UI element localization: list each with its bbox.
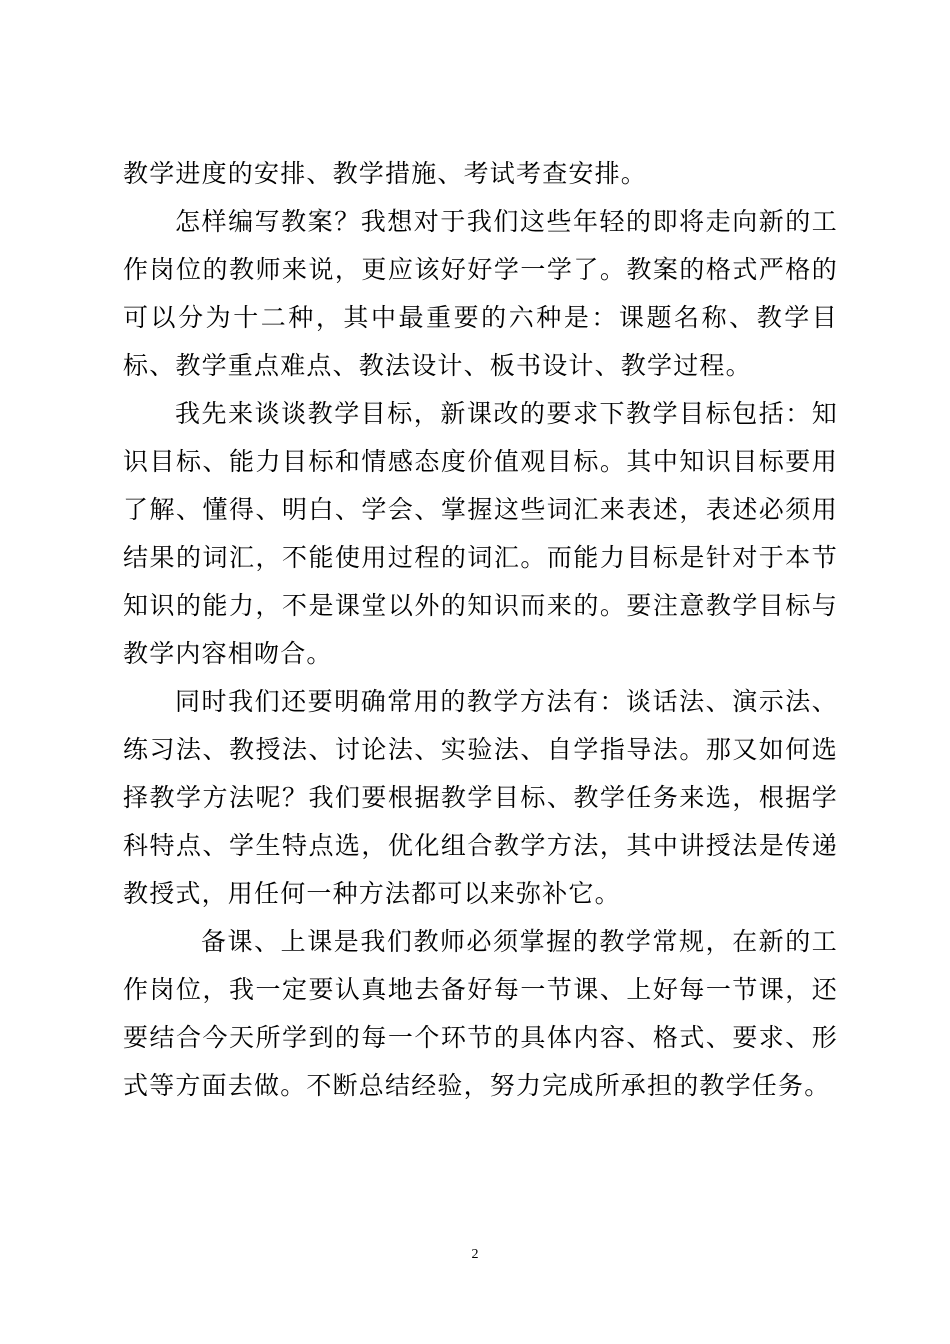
page-number: 2 xyxy=(471,1247,479,1262)
paragraph-teaching-methods: 同时我们还要明确常用的教学方法有：谈话法、演示法、练习法、教授法、讨论法、实验法、自学指导法。那又如何选择教学方法呢？我们要根据教学目标、教学任务来选，根据学科特点、学生特点选，优化组合教学方法，其中讲授法是传递教授式，用任何一种方法都可以来弥补它。 xyxy=(123,687,838,908)
paragraph-continuation: 教学进度的安排、教学措施、考试考查安排。 xyxy=(123,159,648,188)
paragraph-teaching-objectives: 我先来谈谈教学目标，新课改的要求下教学目标包括：知识目标、能力目标和情感态度价值观目标。其中知识目标要用了解、懂得、明白、学会、掌握这些词汇来表述，表述必须用结果的词汇，不能使用过程的词汇。而能力目标是针对于本节知识的能力，不是课堂以外的知识而来的。要注意教学目标与教学内容相吻合。 xyxy=(123,399,838,668)
paragraph-conclusion: 备课、上课是我们教师必须掌握的教学常规，在新的工作岗位，我一定要认真地去备好每一节课、上好每一节课，还要结合今天所学到的每一个环节的具体内容、格式、要求、形式等方面去做。不断总结经验，努力完成所承担的教学任务。 xyxy=(123,927,838,1100)
body-text xyxy=(123,150,838,1110)
paragraph-lesson-plan-format: 怎样编写教案？我想对于我们这些年轻的即将走向新的工作岗位的教师来说，更应该好好学一学了。教案的格式严格的可以分为十二种，其中最重要的六种是：课题名称、教学目标、教学重点难点、教法设计、板书设计、教学过程。 xyxy=(123,207,838,380)
